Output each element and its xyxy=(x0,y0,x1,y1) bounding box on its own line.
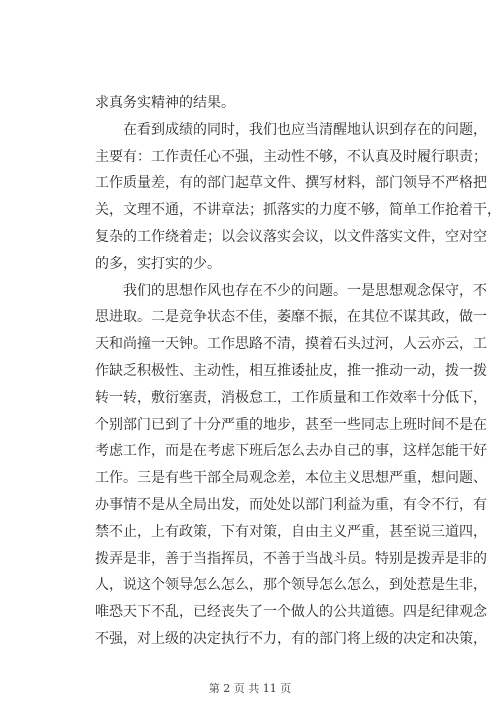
text-line: 关，文理不通，不讲章法；抓落实的力度不够，简单工作抢着干， xyxy=(95,202,501,219)
text-line: 复杂的工作绕着走；以会议落实会议，以文件落实文件，空对空 xyxy=(95,228,487,245)
document-body xyxy=(95,90,501,653)
text-line: 人，说这个领导怎么怎么，那个领导怎么怎么，到处惹是生非， xyxy=(95,577,487,594)
page-footer: 第 2 页 共 11 页 xyxy=(208,682,292,695)
text-line: 工作质量差，有的部门起草文件、撰写材料，部门领导不严格把 xyxy=(95,175,487,192)
text-line: 天和尚撞一天钟。工作思路不清，摸着石头过河，人云亦云，工 xyxy=(95,336,487,353)
text-line: 考虑工作，而是在考虑下班后怎么去办自己的事，这样怎能干好 xyxy=(95,443,487,460)
text-line: 作缺乏积极性、主动性，相互推诿扯皮，推一推动一动，拨一拨 xyxy=(95,362,487,379)
text-line: 转一转，敷衍塞责，消极怠工，工作质量和工作效率十分低下， xyxy=(95,389,487,406)
text-line: 唯恐天下不乱，已经丧失了一个做人的公共道德。四是纪律观念 xyxy=(95,604,487,621)
text-line: 求真务实精神的结果。 xyxy=(95,95,235,111)
text-line: 我们的思想作风也存在不少的问题。一是思想观念保守，不 xyxy=(123,282,487,299)
text-line: 思进取。二是竞争状态不佳，萎靡不振，在其位不谋其政，做一 xyxy=(95,309,487,326)
text-line: 的多，实打实的少。 xyxy=(95,255,221,272)
text-line: 禁不止，上有政策，下有对策，自由主义严重，甚至说三道四， xyxy=(95,523,487,540)
text-line: 工作。三是有些干部全局观念差，本位主义思想严重，想问题、 xyxy=(95,470,487,487)
text-line: 个别部门已到了十分严重的地步，甚至一些同志上班时间不是在 xyxy=(95,416,487,433)
text-line: 不强，对上级的决定执行不力，有的部门将上级的决定和决策， xyxy=(95,630,487,647)
text-line: 在看到成绩的同时，我们也应当清醒地认识到存在的问题， xyxy=(123,121,487,138)
text-line: 主要有：工作责任心不强，主动性不够，不认真及时履行职责； xyxy=(95,148,487,165)
text-line: 拨弄是非，善于当指挥员，不善于当战斗员。特别是拨弄是非的 xyxy=(95,550,487,567)
text-line: 办事情不是从全局出发，而处处以部门利益为重，有令不行，有 xyxy=(95,496,487,513)
